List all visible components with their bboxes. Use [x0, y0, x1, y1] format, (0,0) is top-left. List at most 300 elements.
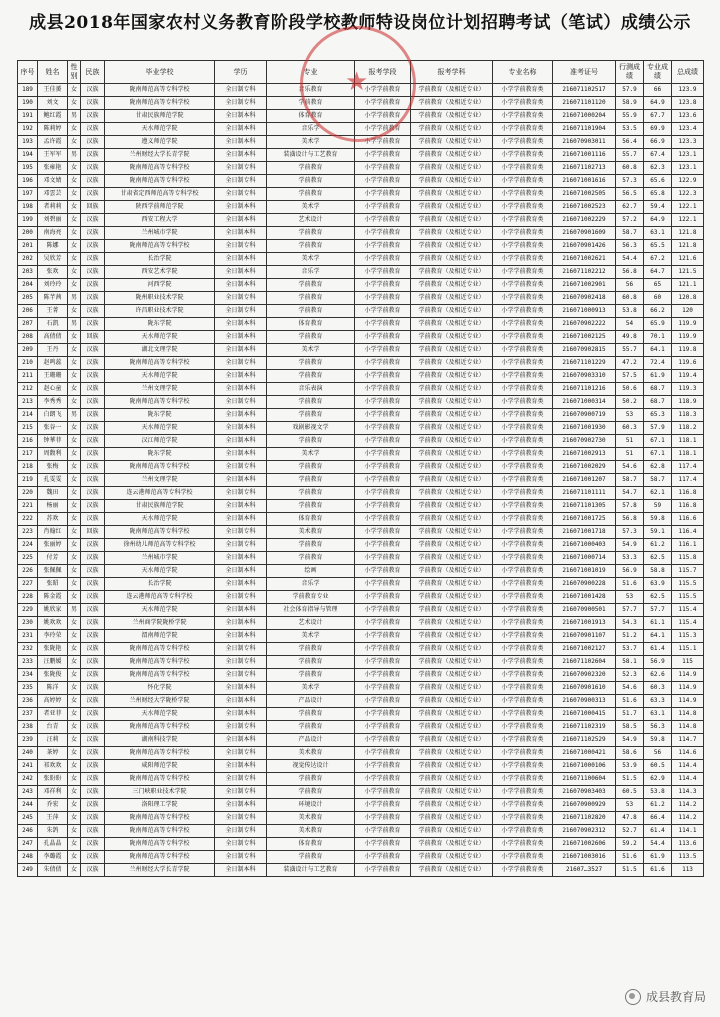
- table-cell: 李玲荣: [38, 630, 68, 643]
- table-cell: 121.1: [672, 279, 704, 292]
- column-header: 总成绩: [672, 61, 704, 84]
- table-cell: 204: [18, 279, 38, 292]
- table-cell: 114.2: [672, 799, 704, 812]
- table-cell: 小学学前教育类: [493, 318, 553, 331]
- table-cell: 小学学前教育类: [493, 825, 553, 838]
- table-cell: 陇南师范高等专科学校: [105, 240, 215, 253]
- table-cell: 51: [616, 448, 644, 461]
- table-cell: 小学学前教育类: [493, 851, 553, 864]
- table-cell: 120: [672, 305, 704, 318]
- table-cell: 陇南师范高等专科学校: [105, 162, 215, 175]
- table-cell: 学前教育: [267, 851, 355, 864]
- table-cell: 汉族: [81, 474, 105, 487]
- watermark-text: 成县教育局: [645, 990, 706, 1004]
- table-cell: 216071003016: [553, 851, 616, 864]
- table-cell: 全日制本科: [215, 370, 267, 383]
- table-cell: 54.6: [616, 682, 644, 695]
- table-cell: 小学学前教育: [355, 188, 411, 201]
- table-row: [18, 175, 704, 188]
- table-row: [18, 500, 704, 513]
- table-cell: 女: [68, 825, 81, 838]
- table-cell: 58.5: [616, 721, 644, 734]
- table-cell: 汉族: [81, 292, 105, 305]
- table-cell: 58.1: [616, 656, 644, 669]
- table-cell: 小学学前教育类: [493, 565, 553, 578]
- table-cell: 鲍红霞: [38, 110, 68, 123]
- table-cell: 123.3: [672, 136, 704, 149]
- table-cell: 汉族: [81, 136, 105, 149]
- table-cell: 小学学前教育类: [493, 435, 553, 448]
- table-cell: 学前教育（及相近专业）: [411, 500, 493, 513]
- table-cell: 小学学前教育: [355, 344, 411, 357]
- table-cell: 64.1: [644, 630, 672, 643]
- table-cell: 陇东学院: [105, 409, 215, 422]
- table-cell: 学前教育（及相近专业）: [411, 175, 493, 188]
- table-cell: 50.6: [616, 383, 644, 396]
- table-cell: 216070903403: [553, 786, 616, 799]
- table-cell: 205: [18, 292, 38, 305]
- table-cell: 男: [68, 409, 81, 422]
- table-row: [18, 656, 704, 669]
- table-cell: 全日制本科: [215, 344, 267, 357]
- table-cell: 216071102212: [553, 266, 616, 279]
- table-cell: 全日制本科: [215, 474, 267, 487]
- table-cell: 53.3: [616, 552, 644, 565]
- table-cell: 52.7: [616, 825, 644, 838]
- table-cell: 女: [68, 162, 81, 175]
- table-cell: 长治学院: [105, 253, 215, 266]
- column-header: 专业成绩: [644, 61, 672, 84]
- table-cell: 汉族: [81, 214, 105, 227]
- table-cell: 汉族: [81, 227, 105, 240]
- table-row: [18, 370, 704, 383]
- table-cell: 245: [18, 812, 38, 825]
- table-cell: 小学学前教育类: [493, 864, 553, 877]
- table-cell: 回族: [81, 526, 105, 539]
- table-cell: 237: [18, 708, 38, 721]
- table-cell: 小学学前教育类: [493, 149, 553, 162]
- table-cell: 苏欢: [38, 513, 68, 526]
- table-cell: 美术教育: [267, 812, 355, 825]
- table-cell: 乔宏: [38, 799, 68, 812]
- table-cell: 50.2: [616, 396, 644, 409]
- table-cell: 59.1: [644, 526, 672, 539]
- table-cell: 216070900929: [553, 799, 616, 812]
- table-cell: 208: [18, 331, 38, 344]
- table-cell: 绘画: [267, 565, 355, 578]
- table-cell: 219: [18, 474, 38, 487]
- table-cell: 53: [616, 799, 644, 812]
- table-cell: 汉族: [81, 812, 105, 825]
- table-cell: 57.7: [616, 604, 644, 617]
- table-cell: 孟许霞: [38, 136, 68, 149]
- table-cell: 汉族: [81, 617, 105, 630]
- table-cell: 女: [68, 123, 81, 136]
- table-row: [18, 799, 704, 812]
- table-cell: 54.9: [616, 539, 644, 552]
- table-cell: 学前教育（及相近专业）: [411, 630, 493, 643]
- table-cell: 61.2: [644, 799, 672, 812]
- table-cell: 学前教育: [267, 175, 355, 188]
- table-cell: 216: [18, 435, 38, 448]
- table-cell: 122.3: [672, 188, 704, 201]
- table-cell: 学前教育（及相近专业）: [411, 162, 493, 175]
- table-cell: 113: [672, 864, 704, 877]
- table-cell: 全日制专科: [215, 188, 267, 201]
- table-cell: 216071002901: [553, 279, 616, 292]
- table-cell: 陇南师范高等专科学校: [105, 851, 215, 864]
- table-cell: 学前教育（及相近专业）: [411, 201, 493, 214]
- table-cell: 66.2: [644, 305, 672, 318]
- table-cell: 67.1: [644, 448, 672, 461]
- table-cell: 60.8: [616, 162, 644, 175]
- table-cell: 114.9: [672, 669, 704, 682]
- table-cell: 239: [18, 734, 38, 747]
- table-cell: 女: [68, 630, 81, 643]
- table-cell: 193: [18, 136, 38, 149]
- table-cell: 天水师范学院: [105, 370, 215, 383]
- table-row: [18, 331, 704, 344]
- table-row: [18, 396, 704, 409]
- table-cell: 115.4: [672, 604, 704, 617]
- table-row: [18, 708, 704, 721]
- table-cell: 学前教育: [267, 357, 355, 370]
- table-cell: 全日制专科: [215, 825, 267, 838]
- table-cell: 张盼盼: [38, 773, 68, 786]
- table-cell: 邓雲芸: [38, 188, 68, 201]
- table-cell: 小学学前教育: [355, 526, 411, 539]
- table-cell: 58.7: [616, 474, 644, 487]
- table-cell: 116.6: [672, 513, 704, 526]
- table-cell: 59: [644, 500, 672, 513]
- table-cell: 114.9: [672, 682, 704, 695]
- table-cell: 54.4: [616, 253, 644, 266]
- table-cell: 汉族: [81, 643, 105, 656]
- table-cell: 女: [68, 552, 81, 565]
- table-cell: 小学学前教育类: [493, 578, 553, 591]
- table-cell: 小学学前教育类: [493, 409, 553, 422]
- table-cell: 高婷婷: [38, 695, 68, 708]
- table-cell: 243: [18, 786, 38, 799]
- table-cell: 全日制本科: [215, 149, 267, 162]
- table-cell: 汉族: [81, 604, 105, 617]
- table-row: [18, 838, 704, 851]
- table-cell: 小学学前教育类: [493, 734, 553, 747]
- table-cell: 女: [68, 734, 81, 747]
- table-cell: 刘文: [38, 97, 68, 110]
- table-cell: 女: [68, 708, 81, 721]
- table-cell: 女: [68, 838, 81, 851]
- table-cell: 小学学前教育类: [493, 175, 553, 188]
- table-cell: 小学学前教育类: [493, 357, 553, 370]
- table-row: [18, 734, 704, 747]
- table-cell: 232: [18, 643, 38, 656]
- table-cell: 体育教育: [267, 513, 355, 526]
- table-cell: 产品设计: [267, 695, 355, 708]
- table-cell: 汉族: [81, 721, 105, 734]
- table-cell: 音乐学: [267, 266, 355, 279]
- table-cell: 21607…3527: [553, 864, 616, 877]
- table-cell: 学前教育（及相近专业）: [411, 344, 493, 357]
- table-cell: 216071002523: [553, 201, 616, 214]
- table-cell: 216071001116: [553, 149, 616, 162]
- table-cell: 115.1: [672, 643, 704, 656]
- table-cell: 男: [68, 604, 81, 617]
- table-cell: 徐州幼儿师范高等专科学校: [105, 539, 215, 552]
- column-header: 准考证号: [553, 61, 616, 84]
- table-cell: 学前教育（及相近专业）: [411, 747, 493, 760]
- table-row: [18, 435, 704, 448]
- table-cell: 121.5: [672, 266, 704, 279]
- table-cell: 艺术设计: [267, 214, 355, 227]
- table-cell: 学前教育（及相近专业）: [411, 240, 493, 253]
- table-row: [18, 565, 704, 578]
- table-cell: 69.9: [644, 123, 672, 136]
- table-cell: 小学学前教育类: [493, 422, 553, 435]
- table-cell: 小学学前教育类: [493, 240, 553, 253]
- table-cell: 全日制本科: [215, 734, 267, 747]
- table-cell: 213: [18, 396, 38, 409]
- table-row: [18, 773, 704, 786]
- table-cell: 123.9: [672, 84, 704, 97]
- table-cell: 小学学前教育: [355, 513, 411, 526]
- table-cell: 全日制专科: [215, 175, 267, 188]
- table-cell: 225: [18, 552, 38, 565]
- table-cell: 王萍: [38, 812, 68, 825]
- table-cell: 兰州财经大学陇桥学院: [105, 695, 215, 708]
- table-cell: 116.1: [672, 539, 704, 552]
- table-cell: 小学学前教育: [355, 825, 411, 838]
- table-cell: 118.9: [672, 396, 704, 409]
- table-cell: 女: [68, 97, 81, 110]
- table-cell: 119.8: [672, 344, 704, 357]
- table-cell: 121.6: [672, 253, 704, 266]
- table-cell: 回族: [81, 201, 105, 214]
- table-cell: 汉族: [81, 500, 105, 513]
- table-cell: 学前教育（及相近专业）: [411, 552, 493, 565]
- table-cell: 小学学前教育类: [493, 487, 553, 500]
- table-cell: 长治学院: [105, 578, 215, 591]
- table-cell: 小学学前教育: [355, 799, 411, 812]
- table-cell: 女: [68, 84, 81, 97]
- table-cell: 231: [18, 630, 38, 643]
- table-cell: 63.9: [644, 578, 672, 591]
- table-cell: 全日制本科: [215, 513, 267, 526]
- table-cell: 学前教育: [267, 435, 355, 448]
- wechat-account-icon: [625, 989, 641, 1005]
- table-cell: 56.5: [616, 188, 644, 201]
- table-cell: 216071001616: [553, 175, 616, 188]
- table-cell: 学前教育（及相近专业）: [411, 812, 493, 825]
- table-cell: 小学学前教育: [355, 253, 411, 266]
- table-cell: 小学学前教育类: [493, 760, 553, 773]
- table-cell: 216070900501: [553, 604, 616, 617]
- table-cell: 女: [68, 279, 81, 292]
- table-cell: 115.8: [672, 552, 704, 565]
- table-cell: 115.3: [672, 630, 704, 643]
- table-cell: 全日制专科: [215, 851, 267, 864]
- table-cell: 全日制专科: [215, 539, 267, 552]
- table-cell: 女: [68, 474, 81, 487]
- table-cell: 小学学前教育: [355, 357, 411, 370]
- table-cell: 女: [68, 591, 81, 604]
- table-cell: 59.8: [644, 734, 672, 747]
- table-cell: 汉族: [81, 123, 105, 136]
- table-cell: 216070902730: [553, 435, 616, 448]
- table-cell: 114.1: [672, 825, 704, 838]
- table-cell: 祁欢欢: [38, 760, 68, 773]
- table-cell: 57.9: [616, 84, 644, 97]
- table-cell: 男: [68, 110, 81, 123]
- table-cell: 陇南师范高等专科学校: [105, 838, 215, 851]
- table-cell: 小学学前教育: [355, 565, 411, 578]
- table-cell: 小学学前教育类: [493, 656, 553, 669]
- table-cell: 小学学前教育类: [493, 630, 553, 643]
- table-cell: 51: [616, 435, 644, 448]
- table-cell: 全日制专科: [215, 812, 267, 825]
- table-cell: 装潢设计与工艺教育: [267, 149, 355, 162]
- table-cell: 56: [616, 279, 644, 292]
- table-cell: 装潢设计与工艺教育: [267, 864, 355, 877]
- table-cell: 小学学前教育: [355, 331, 411, 344]
- table-cell: 114.6: [672, 747, 704, 760]
- table-cell: 65.3: [644, 409, 672, 422]
- table-cell: 49.8: [616, 331, 644, 344]
- table-cell: 女: [68, 396, 81, 409]
- table-row: [18, 123, 704, 136]
- table-cell: 汉族: [81, 825, 105, 838]
- table-cell: 汉族: [81, 513, 105, 526]
- table-cell: 茶婷: [38, 747, 68, 760]
- table-cell: 学前教育: [267, 279, 355, 292]
- table-cell: 女: [68, 526, 81, 539]
- table-cell: 207: [18, 318, 38, 331]
- table-cell: 小学学前教育类: [493, 539, 553, 552]
- table-cell: 小学学前教育: [355, 721, 411, 734]
- table-row: [18, 240, 704, 253]
- table-cell: 张陇艳: [38, 643, 68, 656]
- table-cell: 陇南师范高等专科学校: [105, 526, 215, 539]
- table-cell: 全日制本科: [215, 682, 267, 695]
- table-cell: 学前教育（及相近专业）: [411, 227, 493, 240]
- table-cell: 全日制本科: [215, 422, 267, 435]
- table-row: [18, 279, 704, 292]
- table-cell: 美术学: [267, 448, 355, 461]
- table-cell: 汉族: [81, 708, 105, 721]
- table-cell: 女: [68, 500, 81, 513]
- table-cell: 115.5: [672, 578, 704, 591]
- table-cell: 学前教育: [267, 656, 355, 669]
- table-cell: 小学学前教育类: [493, 552, 553, 565]
- table-cell: 女: [68, 422, 81, 435]
- table-cell: 全日制本科: [215, 604, 267, 617]
- table-cell: 美术教育: [267, 526, 355, 539]
- table-cell: 全日制专科: [215, 591, 267, 604]
- table-cell: 女: [68, 721, 81, 734]
- table-cell: 汉族: [81, 760, 105, 773]
- table-cell: 陇南师范高等专科学校: [105, 97, 215, 110]
- table-cell: 女: [68, 656, 81, 669]
- table-cell: 56.3: [644, 721, 672, 734]
- table-cell: 123.1: [672, 149, 704, 162]
- table-cell: 全日制专科: [215, 292, 267, 305]
- table-cell: 123.6: [672, 110, 704, 123]
- table-cell: 女: [68, 695, 81, 708]
- table-cell: 刘碧丽: [38, 214, 68, 227]
- table-cell: 115: [672, 656, 704, 669]
- table-cell: 小学学前教育类: [493, 162, 553, 175]
- table-cell: 女: [68, 253, 81, 266]
- table-cell: 学前教育（及相近专业）: [411, 526, 493, 539]
- table-cell: 小学学前教育: [355, 630, 411, 643]
- table-cell: 119.4: [672, 370, 704, 383]
- table-cell: 119.6: [672, 357, 704, 370]
- table-cell: 216071001913: [553, 617, 616, 630]
- table-cell: 248: [18, 851, 38, 864]
- table-cell: 64.9: [644, 214, 672, 227]
- table-cell: 小学学前教育类: [493, 721, 553, 734]
- table-cell: 58.6: [616, 747, 644, 760]
- table-cell: 学前教育（及相近专业）: [411, 279, 493, 292]
- table-cell: 天水师范学院: [105, 123, 215, 136]
- table-cell: 56.9: [644, 656, 672, 669]
- table-cell: 小学学前教育类: [493, 383, 553, 396]
- table-cell: 学前教育（及相近专业）: [411, 305, 493, 318]
- table-cell: 209: [18, 344, 38, 357]
- table-cell: 190: [18, 97, 38, 110]
- table-row: [18, 552, 704, 565]
- table-cell: 者莉莉: [38, 201, 68, 214]
- table-cell: 陕西学前师范学院: [105, 201, 215, 214]
- table-row: [18, 695, 704, 708]
- table-cell: 115.7: [672, 565, 704, 578]
- table-cell: 学前教育（及相近专业）: [411, 786, 493, 799]
- table-cell: 陇南师范高等专科学校: [105, 643, 215, 656]
- table-cell: 音乐表演: [267, 383, 355, 396]
- table-cell: 汉族: [81, 422, 105, 435]
- table-cell: 62.5: [644, 552, 672, 565]
- table-cell: 小学学前教育: [355, 396, 411, 409]
- table-cell: 123.8: [672, 97, 704, 110]
- table-cell: 女: [68, 227, 81, 240]
- table-cell: 陇南师范高等专科学校: [105, 825, 215, 838]
- table-cell: 62.3: [644, 162, 672, 175]
- table-cell: 小学学前教育: [355, 370, 411, 383]
- table-cell: 美术学: [267, 201, 355, 214]
- table-cell: 全日制本科: [215, 266, 267, 279]
- table-cell: 朱鸽: [38, 825, 68, 838]
- table-cell: 206: [18, 305, 38, 318]
- table-cell: 54.9: [616, 734, 644, 747]
- table-cell: 小学学前教育: [355, 136, 411, 149]
- table-cell: 学前教育（及相近专业）: [411, 591, 493, 604]
- table-cell: 学前教育（及相近专业）: [411, 643, 493, 656]
- table-cell: 陇南师范高等专科学校: [105, 461, 215, 474]
- table-cell: 学前教育（及相近专业）: [411, 253, 493, 266]
- table-cell: 216071001718: [553, 526, 616, 539]
- table-cell: 美术学: [267, 630, 355, 643]
- table-cell: 67.7: [644, 110, 672, 123]
- table-cell: 全日制本科: [215, 383, 267, 396]
- table-cell: 小学学前教育类: [493, 279, 553, 292]
- page-title: 成县2018年国家农村义务教育阶段学校教师特设岗位计划招聘考试（笔试）成绩公示: [29, 13, 691, 33]
- table-cell: 台青: [38, 721, 68, 734]
- table-cell: 191: [18, 110, 38, 123]
- table-cell: 学前教育（及相近专业）: [411, 656, 493, 669]
- table-cell: 216071102529: [553, 734, 616, 747]
- table-cell: 60: [644, 292, 672, 305]
- table-row: [18, 383, 704, 396]
